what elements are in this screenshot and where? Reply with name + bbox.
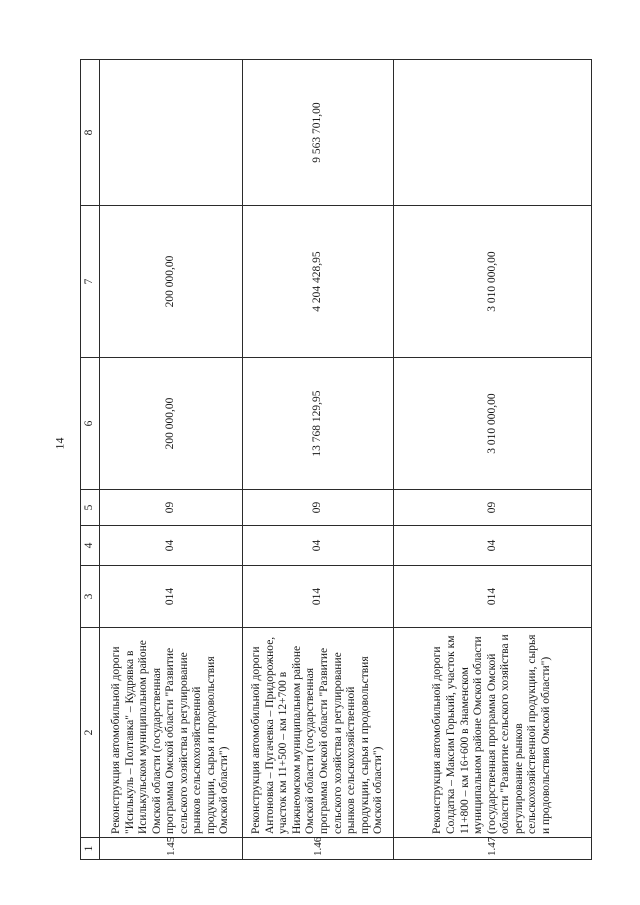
amount-col8: 9 563 701,00 [243,60,394,206]
amount-col7: 200 000,00 [100,206,243,358]
row-number: 1.46 [243,838,394,860]
code-cell: 09 [243,490,394,526]
code-cell: 04 [243,526,394,566]
header-cell: 5 [81,490,100,526]
amount-col8 [394,60,592,206]
code-cell: 04 [100,526,243,566]
amount-col8 [100,60,243,206]
code-cell: 014 [243,566,394,628]
code-cell: 09 [394,490,592,526]
page-number: 14 [52,437,67,450]
row-number: 1.45 [100,838,243,860]
table-row [394,60,592,860]
header-cell: 1 [81,838,100,860]
table-header-row [81,60,100,860]
header-cell: 2 [81,628,100,838]
amount-total: 200 000,00 [100,358,243,490]
amount-col7: 4 204 428,95 [243,206,394,358]
header-cell: 8 [81,60,100,206]
code-cell: 014 [394,566,592,628]
budget-table [80,59,592,860]
code-cell: 09 [100,490,243,526]
table-row [100,60,243,860]
row-number: 1.47 [394,838,592,860]
document-sheet [80,60,618,860]
header-cell: 6 [81,358,100,490]
header-cell: 3 [81,566,100,628]
header-cell: 7 [81,206,100,358]
header-cell: 4 [81,526,100,566]
amount-col7: 3 010 000,00 [394,206,592,358]
object-name: Реконструкция автомобильной дороги Солдатка – Максим Горький, участок км 11+800 – км 16+600 в Знаменском муниципальном районе Омской области (государственная программа Омской области "Развитие сельского хозяйства и регулирование рынков сельскохозяйственной продукции, сырья и продовольствия Омской области") [394,628,592,838]
amount-total: 3 010 000,00 [394,358,592,490]
code-cell: 04 [394,526,592,566]
object-name: Реконструкция автомобильной дороги "Исилькуль – Полтавка" – Кудрявка в Исилькульском муниципальном районе Омской области (государственная программа Омской области "Развитие сельского хозяйства и регулирование рынков сельскохозяйственной продукции, сырья и продовольствия Омской области") [100,628,243,838]
table-row [243,60,394,860]
amount-total: 13 768 129,95 [243,358,394,490]
object-name: Реконструкция автомобильной дороги Антоновка – Пугачевка – Придорожное, участок км 11+500 – км 12+700 в Нижнеомском муниципальном районе Омской области (государственная программа Омской области "Развитие сельского хозяйства и регулирование рынков сельскохозяйственной продукции, сырья и продовольствия Омской области") [243,628,394,838]
code-cell: 014 [100,566,243,628]
